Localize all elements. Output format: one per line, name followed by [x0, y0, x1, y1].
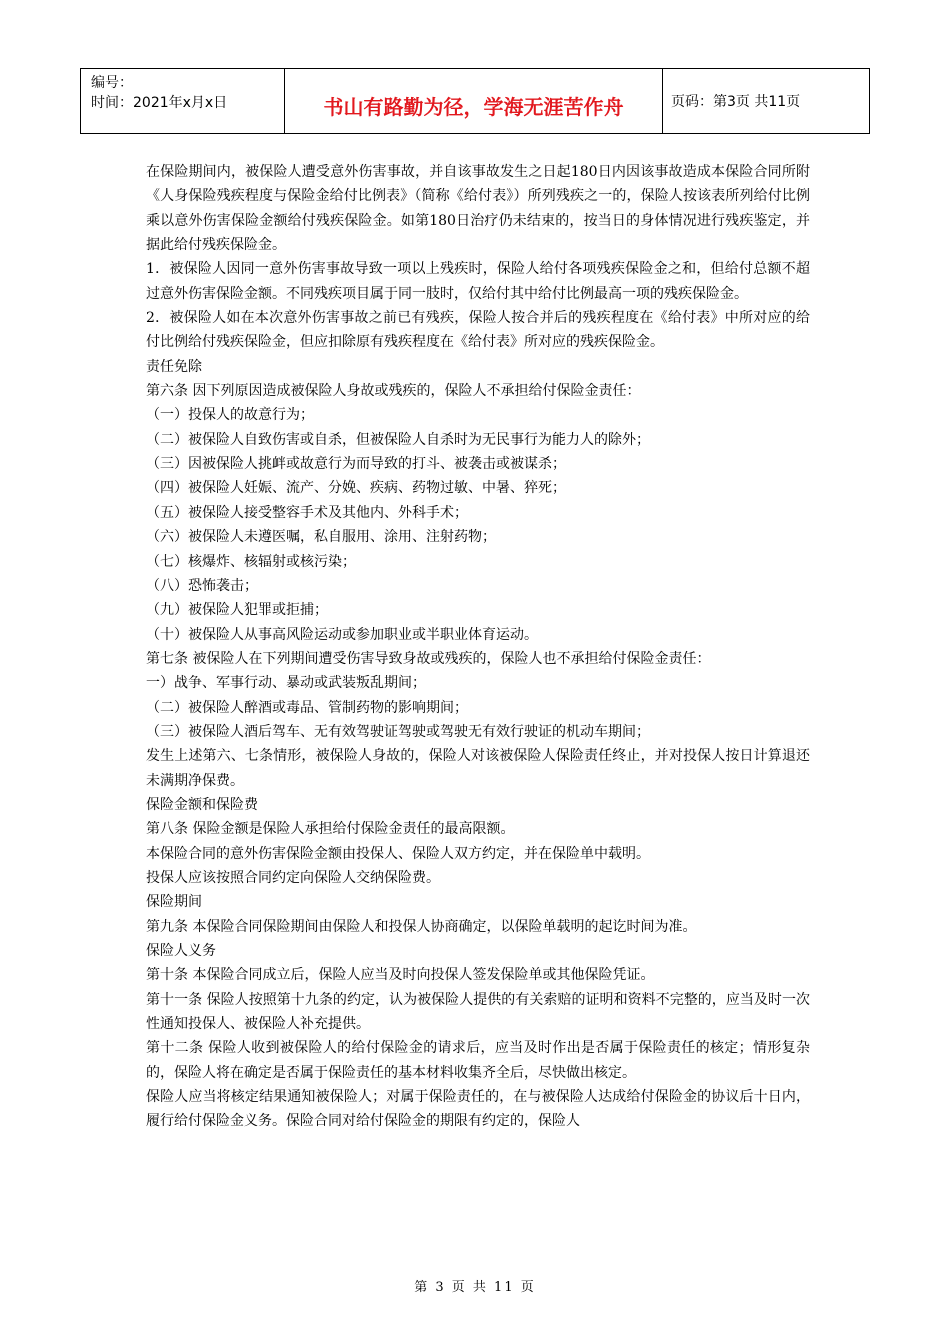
list-item: （五）被保险人接受整容手术及其他内、外科手术；: [146, 504, 468, 521]
paragraph: 第九条 本保险合同保险期间由保险人和投保人协商确定，以保险单载明的起讫时间为准。: [146, 918, 697, 935]
section-heading: 保险人义务: [146, 943, 216, 959]
list-item: 一）战争、军事行动、暴动或武装叛乱期间；: [146, 675, 426, 692]
paragraph: 2．被保险人如在本次意外伤害事故之前已有残疾，保险人按合并后的残疾程度在《给付表》中所对应的给付比例给付残疾保险金，但应扣除原有残疾程度在《给付表》所对应的残疾保险金。: [146, 310, 810, 351]
list-item: （十）被保险人从事高风险运动或参加职业或半职业体育运动。: [146, 626, 538, 643]
paragraph: 保险人应当将核定结果通知被保险人；对属于保险责任的，在与被保险人达成给付保险金的协议后十日内，履行给付保险金义务。保险合同对给付保险金的期限有约定的，保险人: [146, 1089, 810, 1130]
list-item: （三）被保险人酒后驾车、无有效驾驶证驾驶或驾驶无有效行驶证的机动车期间；: [146, 723, 650, 740]
paragraph: 第十二条 保险人收到被保险人的给付保险金的请求后，应当及时作出是否属于保险责任的核定；情形复杂的，保险人将在确定是否属于保险责任的基本材料收集齐全后，尽快做出核定。: [146, 1040, 810, 1081]
document-body: [146, 160, 810, 1134]
paragraph: 第八条 保险金额是保险人承担给付保险金责任的最高限额。: [146, 821, 515, 838]
list-item: （二）被保险人自致伤害或自杀，但被保险人自杀时为无民事行为能力人的除外；: [146, 431, 650, 448]
header-motto: 书山有路勤为径，学海无涯苦作舟: [285, 69, 663, 133]
page-header: [80, 68, 870, 134]
list-item: （二）被保险人醉酒或毒品、管制药物的影响期间；: [146, 699, 468, 716]
paragraph: 在保险期间内，被保险人遭受意外伤害事故，并自该事故发生之日起180日内因该事故造成本保险合同所附《人身保险残疾程度与保险金给付比例表》（简称《给付表》）所列残疾之一的，保险人按该表所列给付比例乘以意外伤害保险金额给付残疾保险金。如第180日治疗仍未结束的，按当日的身体情况进行残疾鉴定，并据此给付残疾保险金。: [146, 164, 810, 254]
list-item: （四）被保险人妊娠、流产、分娩、疾病、药物过敏、中暑、猝死；: [146, 480, 566, 497]
document-code-label: 编号：: [91, 75, 133, 91]
section-heading: 责任免除: [146, 358, 202, 375]
paragraph: 1．被保险人因同一意外伤害事故导致一项以上残疾时，保险人给付各项残疾保险金之和，但给付总额不超过意外伤害保险金额。不同残疾项目属于同一肢时，仅给付其中给付比例最高一项的残疾保险金。: [146, 261, 810, 302]
list-item: （六）被保险人未遵医嘱，私自服用、涂用、注射药物；: [146, 529, 496, 546]
paragraph: 发生上述第六、七条情形，被保险人身故的，保险人对该被保险人保险责任终止，并对投保人按日计算退还未满期净保费。: [146, 748, 810, 789]
page-footer: 第 3 页 共 11 页: [414, 1280, 536, 1295]
paragraph: 第十条 本保险合同成立后，保险人应当及时向投保人签发保险单或其他保险凭证。: [146, 967, 655, 984]
header-meta: [81, 69, 285, 133]
list-item: （七）核爆炸、核辐射或核污染；: [146, 553, 356, 570]
paragraph: 第十一条 保险人按照第十九条的约定，认为被保险人提供的有关索赔的证明和资料不完整的，应当及时一次性通知投保人、被保险人补充提供。: [146, 991, 810, 1033]
list-item: （一）投保人的故意行为；: [146, 407, 314, 424]
list-item: （三）因被保险人挑衅或故意行为而导致的打斗、被袭击或被谋杀；: [146, 456, 566, 473]
list-item: （八）恐怖袭击；: [146, 577, 258, 594]
paragraph: 第六条 因下列原因造成被保险人身故或残疾的，保险人不承担给付保险金责任：: [146, 383, 641, 400]
list-item: （九）被保险人犯罪或拒捕；: [146, 602, 328, 619]
paragraph: 本保险合同的意外伤害保险金额由投保人、保险人双方约定，并在保险单中载明。: [146, 845, 650, 862]
header-page-info: 页码：第3页 共11页: [671, 94, 801, 110]
document-date: 时间：2021年x月x日: [91, 95, 228, 111]
section-heading: 保险金额和保险费: [146, 796, 258, 813]
paragraph: 投保人应该按照合同约定向保险人交纳保险费。: [146, 869, 440, 886]
paragraph: 第七条 被保险人在下列期间遭受伤害导致身故或残疾的，保险人也不承担给付保险金责任：: [146, 650, 711, 667]
section-heading: 保险期间: [146, 894, 202, 911]
